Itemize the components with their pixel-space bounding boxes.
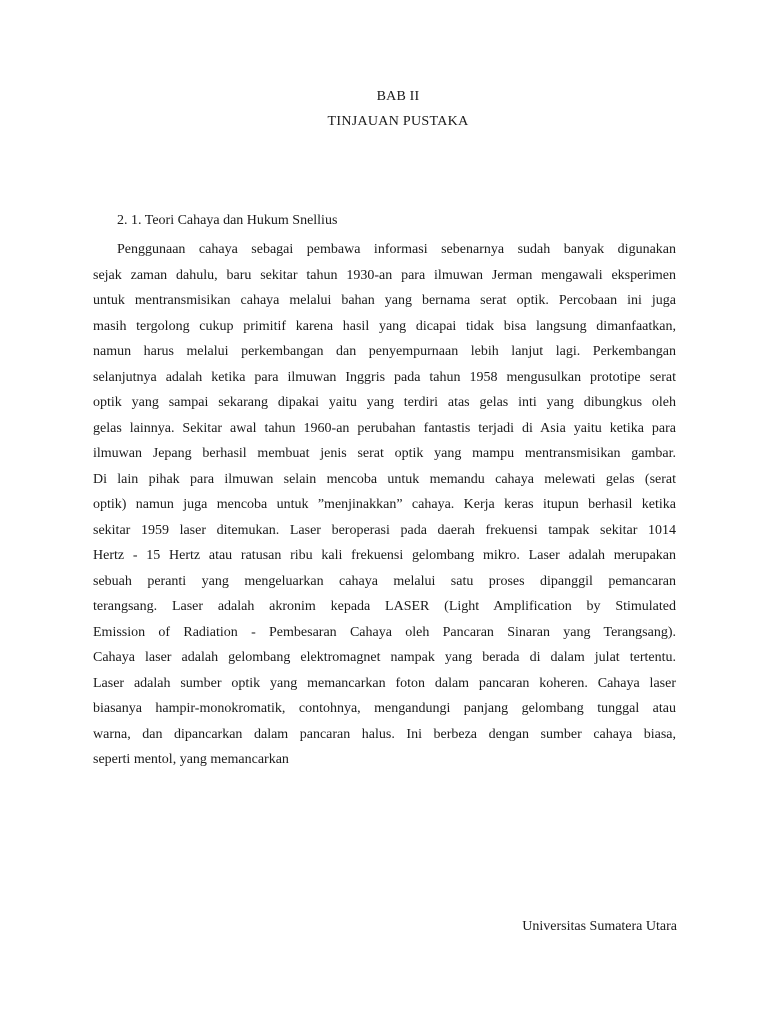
paragraph-line: terangsang. Laser adalah akronim kepada LASER (Light Amplification by Stimulated <box>93 599 676 614</box>
paragraph-line: gelas lainnya. Sekitar awal tahun 1960-an perubahan fantastis terjadi di Asia yaitu ketika para <box>93 420 676 436</box>
paragraph-line: Di lain pihak para ilmuwan selain mencoba untuk memandu cahaya melewati gelas (serat <box>93 471 676 487</box>
paragraph-line: masih tergolong cukup primitif karena hasil yang dicapai tidak bisa langsung dimanfaatkan, <box>93 318 676 334</box>
chapter-number: BAB II <box>376 89 420 104</box>
paragraph-line: Laser adalah sumber optik yang memancarkan foton dalam pancaran koheren. Cahaya laser <box>93 675 676 691</box>
chapter-title: TINJAUAN PUSTAKA <box>327 114 469 129</box>
paragraph-line: biasanya hampir-monokromatik, contohnya, mengandungi panjang gelombang tunggal atau <box>93 701 676 716</box>
paragraph-line: untuk mentransmisikan cahaya melalui bahan yang bernama serat optik. Percobaan ini juga <box>93 293 676 308</box>
body-paragraph <box>93 237 676 773</box>
paragraph-line: Cahaya laser adalah gelombang elektromagnet nampak yang berada di dalam julat tertentu. <box>93 650 676 665</box>
paragraph-line: ilmuwan Jepang berhasil membuat jenis serat optik yang mampu mentransmisikan gambar. <box>93 446 676 461</box>
paragraph-line: warna, dan dipancarkan dalam pancaran halus. Ini berbeza dengan sumber cahaya biasa, <box>93 726 676 742</box>
paragraph-line: optik) namun juga mencoba untuk ”menjinakkan” cahaya. Kerja keras itupun berhasil ketika <box>93 497 676 512</box>
paragraph-line: sekitar 1959 laser ditemukan. Laser beroperasi pada daerah frekuensi tampak sekitar 1014 <box>93 522 676 538</box>
footer-institution: Universitas Sumatera Utara <box>522 919 677 934</box>
paragraph-line: Penggunaan cahaya sebagai pembawa informasi sebenarnya sudah banyak digunakan <box>117 242 676 257</box>
paragraph-line: sebuah peranti yang mengeluarkan cahaya melalui satu proses dipanggil pemancaran <box>93 573 676 589</box>
paragraph-line: Emission of Radiation - Pembesaran Cahaya oleh Pancaran Sinaran yang Terangsang). <box>93 624 676 640</box>
paragraph-line: Hertz - 15 Hertz atau ratusan ribu kali frekuensi gelombang mikro. Laser adalah merupakan <box>93 548 676 563</box>
paragraph-line: seperti mentol, yang memancarkan <box>93 752 289 767</box>
paragraph-line: selanjutnya adalah ketika para ilmuwan Inggris pada tahun 1958 mengusulkan prototipe serat <box>93 369 676 385</box>
paragraph-line: optik yang sampai sekarang dipakai yaitu yang terdiri atas gelas inti yang dibungkus oleh <box>93 395 676 410</box>
paragraph-line: namun harus melalui perkembangan dan penyempurnaan lebih lanjut lagi. Perkembangan <box>93 344 676 359</box>
section-heading: 2. 1. Teori Cahaya dan Hukum Snellius <box>117 213 338 228</box>
paragraph-line: sejak zaman dahulu, baru sekitar tahun 1930-an para ilmuwan Jerman mengawali eksperimen <box>93 267 676 283</box>
